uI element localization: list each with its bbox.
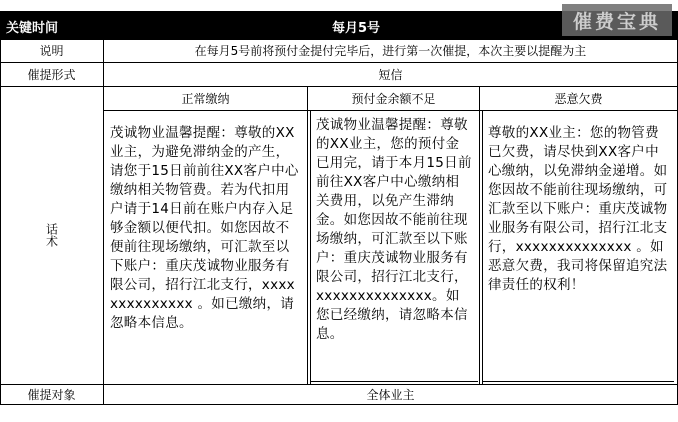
script-text-malicious: 尊敬的XX业主：您的物管费已欠费，请尽快到XX客户中心缴纳，以免滞纳金递增。如您因故不能前往现场缴纳，可汇款至以下账户：重庆茂诚物业服务有限公司，招行江北支行，xxxxxxxxxxxxxx 。如恶意欠费，我司将保留追究法律责任的权利！ xyxy=(488,125,668,293)
script-label: 话术 xyxy=(44,223,59,247)
script-text-normal: 茂诚物业温馨提醒：尊敬的XX业主，为避免滞纳金的产生，请您于15日前前往XX客户中心缴纳相关物管费。若为代扣用户请于14日前在账户内存入足够金额以便代扣。如您因故不便前往现场缴纳，可汇款至以下账户：重庆茂诚物业服务有限公司，招行江北支行，xxxxxxxxxxxxxx 。如已缴纳，请忽略本信息。 xyxy=(110,125,299,331)
brand-logo: 催费宝典 xyxy=(562,4,672,36)
form-label: 催提形式 xyxy=(27,67,76,82)
form-value: 短信 xyxy=(378,67,403,82)
column-title-normal: 正常缴纳 xyxy=(181,91,230,106)
key-time-label: 关键时间 xyxy=(6,21,59,36)
target-value: 全体业主 xyxy=(366,387,415,402)
column-title-malicious: 恶意欠费 xyxy=(554,91,603,106)
script-text-insufficient: 茂诚物业温馨提醒：尊敬的XX业主，您的预付金已用完，请于本月15日前前往XX客户中心缴纳相关费用，以免产生滞纳金。如您因故不能前往现场缴纳，可汇款至以下账户：重庆茂诚物业服务有限公司，招行江北支行，xxxxxxxxxxxxxx。如您已经缴纳，请忽略本信息。 xyxy=(316,117,472,342)
key-time-value: 每月5号 xyxy=(332,21,381,36)
column-title-insufficient: 预付金余额不足 xyxy=(351,91,436,106)
description-value: 在每月5号前将预付金提付完毕后，进行第一次催提，本次主要以提醒为主 xyxy=(194,44,587,58)
description-label: 说明 xyxy=(39,44,64,58)
target-label: 催提对象 xyxy=(27,387,76,402)
